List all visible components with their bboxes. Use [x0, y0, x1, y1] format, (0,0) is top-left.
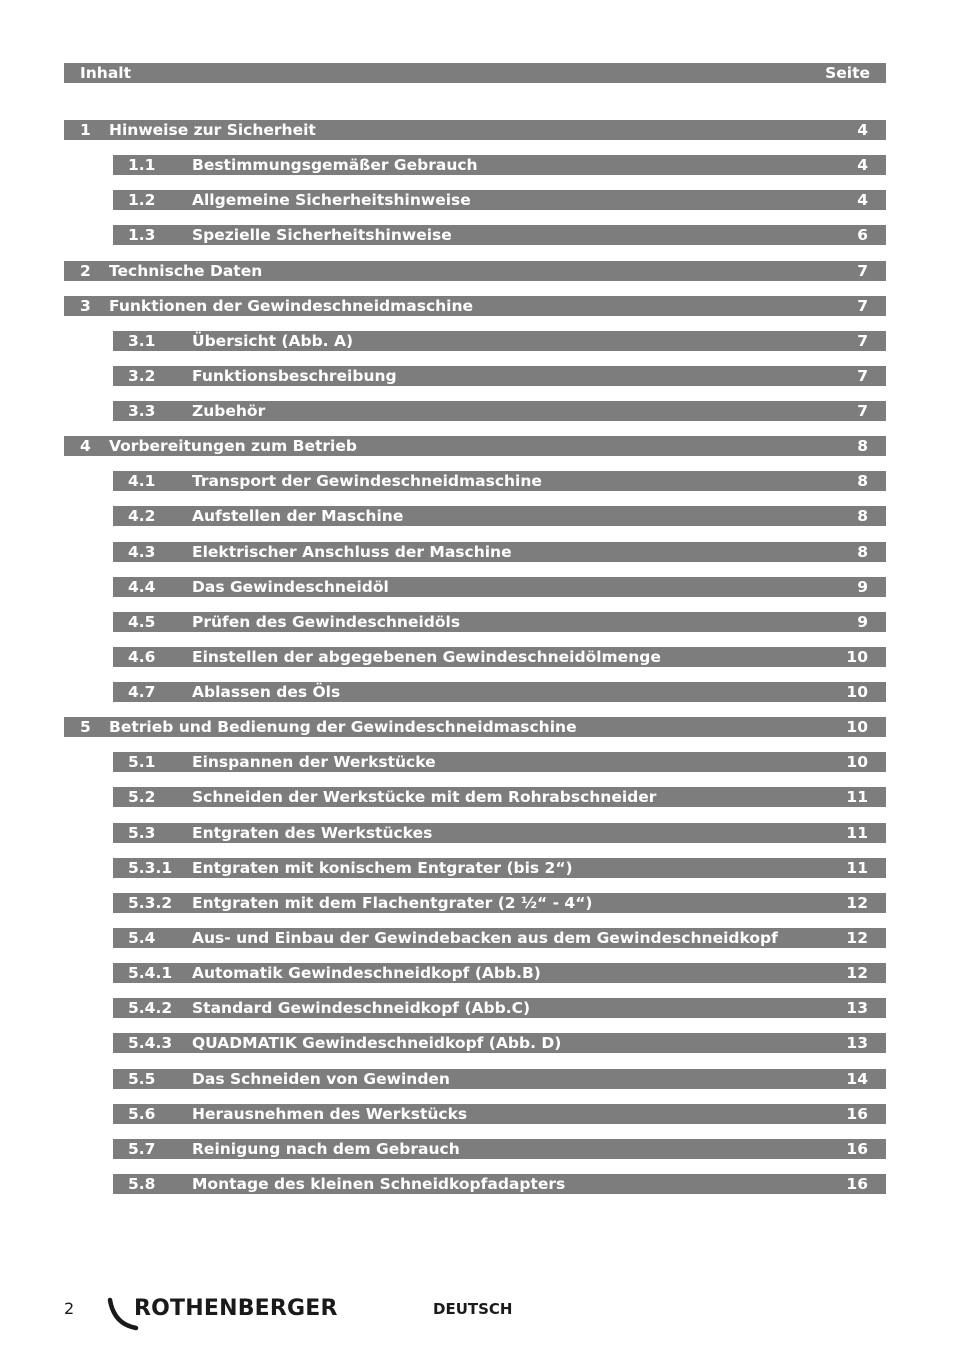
toc-entry-title: Vorbereitungen zum Betrieb: [109, 437, 357, 455]
toc-subsection[interactable]: [113, 858, 886, 878]
toc-section[interactable]: [64, 261, 886, 281]
toc-entry-title: Transport der Gewindeschneidmaschine: [192, 472, 542, 490]
toc-entry-page: 7: [857, 402, 868, 420]
toc-entry-number: 4.1: [128, 472, 156, 490]
toc-subsection[interactable]: [113, 682, 886, 702]
toc-entry-number: 4.5: [128, 613, 156, 631]
toc-section[interactable]: [64, 296, 886, 316]
toc-section[interactable]: [64, 436, 886, 456]
toc-entry-number: 4.3: [128, 543, 156, 561]
toc-entry-page: 8: [857, 437, 868, 455]
toc-entry-number: 5.5: [128, 1070, 156, 1088]
toc-entry-title: Ablassen des Öls: [192, 683, 341, 701]
toc-entry-title: Allgemeine Sicherheitshinweise: [192, 191, 471, 209]
toc-entry-page: 13: [846, 999, 868, 1017]
toc-entry-page: 7: [857, 262, 868, 280]
toc-entry-page: 8: [857, 472, 868, 490]
toc-entry-page: 9: [857, 578, 868, 596]
toc-entry-page: 11: [846, 859, 868, 877]
toc-subsection[interactable]: [113, 998, 886, 1018]
toc-entry-page: 4: [857, 191, 868, 209]
toc-entry-page: 4: [857, 156, 868, 174]
toc-entry-number: 5.8: [128, 1175, 156, 1193]
toc-entry-title: Das Gewindeschneidöl: [192, 578, 389, 596]
toc-entry-number: 5.3.1: [128, 859, 173, 877]
toc-entry-title: Entgraten mit dem Flachentgrater (2 ½“ - 4“): [192, 894, 593, 912]
toc-entry-title: Einspannen der Werkstücke: [192, 753, 436, 771]
toc-section[interactable]: [64, 717, 886, 737]
toc-entry-page: 8: [857, 543, 868, 561]
toc-entry-number: 5.6: [128, 1105, 156, 1123]
toc-subsection[interactable]: [113, 928, 886, 948]
toc-entry-title: Entgraten mit konischem Entgrater (bis 2“): [192, 859, 573, 877]
toc-subsection[interactable]: [113, 612, 886, 632]
toc-subsection[interactable]: [113, 471, 886, 491]
brand-logo: [106, 1294, 346, 1330]
toc-header-page: Seite: [825, 64, 870, 82]
toc-entry-page: 4: [857, 121, 868, 139]
toc-entry-page: 14: [846, 1070, 868, 1088]
toc-entry-title: Zubehör: [192, 402, 266, 420]
toc-subsection[interactable]: [113, 506, 886, 526]
toc-subsection[interactable]: [113, 787, 886, 807]
toc-entry-number: 4.6: [128, 648, 156, 666]
toc-entry-title: Spezielle Sicherheitshinweise: [192, 226, 452, 244]
toc-entry-title: Technische Daten: [109, 262, 263, 280]
toc-entry-title: Einstellen der abgegebenen Gewindeschneidölmenge: [192, 648, 661, 666]
toc-entry-title: Aufstellen der Maschine: [192, 507, 404, 525]
toc-subsection[interactable]: [113, 1033, 886, 1053]
toc-entry-number: 3.3: [128, 402, 156, 420]
toc-entry-title: Hinweise zur Sicherheit: [109, 121, 316, 139]
toc-entry-number: 5.2: [128, 788, 156, 806]
toc-subsection[interactable]: [113, 1104, 886, 1124]
toc-entry-page: 7: [857, 297, 868, 315]
toc-entry-page: 11: [846, 788, 868, 806]
toc-subsection[interactable]: [113, 1174, 886, 1194]
toc-entry-title: Funktionen der Gewindeschneidmaschine: [109, 297, 474, 315]
toc-entry-title: Montage des kleinen Schneidkopfadapters: [192, 1175, 566, 1193]
toc-entry-number: 1.3: [128, 226, 156, 244]
toc-entry-number: 1: [80, 121, 91, 139]
toc-entry-number: 5.4.1: [128, 964, 173, 982]
toc-subsection[interactable]: [113, 225, 886, 245]
toc-entry-title: Entgraten des Werkstückes: [192, 824, 433, 842]
toc-entry-number: 5.7: [128, 1140, 156, 1158]
toc-entry-page: 7: [857, 367, 868, 385]
toc-entry-page: 12: [846, 894, 868, 912]
toc-entry-page: 16: [846, 1140, 868, 1158]
toc-entry-page: 6: [857, 226, 868, 244]
toc-entry-title: Betrieb und Bedienung der Gewindeschneidmaschine: [109, 718, 577, 736]
toc-subsection[interactable]: [113, 647, 886, 667]
toc-entry-title: Prüfen des Gewindeschneidöls: [192, 613, 461, 631]
toc-entry-page: 12: [846, 964, 868, 982]
brand-name: ROTHENBERGER: [134, 1296, 338, 1321]
toc-subsection[interactable]: [113, 823, 886, 843]
toc-subsection[interactable]: [113, 366, 886, 386]
toc-header: [64, 63, 886, 83]
toc-entry-number: 3.2: [128, 367, 156, 385]
toc-entry-page: 16: [846, 1105, 868, 1123]
toc-section[interactable]: [64, 120, 886, 140]
toc-subsection[interactable]: [113, 190, 886, 210]
toc-entry-title: Herausnehmen des Werkstücks: [192, 1105, 468, 1123]
toc-entry-title: Schneiden der Werkstücke mit dem Rohrabschneider: [192, 788, 657, 806]
toc-entry-number: 4.4: [128, 578, 156, 596]
language-label: DEUTSCH: [433, 1300, 513, 1318]
toc-entry-page: 10: [846, 683, 868, 701]
toc-entry-page: 7: [857, 332, 868, 350]
toc-entry-number: 5.4: [128, 929, 156, 947]
toc-entry-title: Übersicht (Abb. A): [192, 332, 354, 350]
toc-subsection[interactable]: [113, 155, 886, 175]
toc-entry-number: 4: [80, 437, 91, 455]
toc-entry-number: 5.3: [128, 824, 156, 842]
toc-entry-number: 4.7: [128, 683, 156, 701]
toc-entry-number: 5.4.3: [128, 1034, 173, 1052]
page-number: 2: [64, 1299, 75, 1318]
toc-entry-number: 5.4.2: [128, 999, 173, 1017]
toc-entry-title: QUADMATIK Gewindeschneidkopf (Abb. D): [192, 1034, 562, 1052]
toc-entry-page: 10: [846, 648, 868, 666]
toc-subsection[interactable]: [113, 401, 886, 421]
toc-entry-title: Reinigung nach dem Gebrauch: [192, 1140, 460, 1158]
toc-entry-page: 16: [846, 1175, 868, 1193]
toc-entry-number: 4.2: [128, 507, 156, 525]
toc-entry-page: 10: [846, 718, 868, 736]
toc-subsection[interactable]: [113, 752, 886, 772]
toc-entry-title: Funktionsbeschreibung: [192, 367, 397, 385]
toc-entry-number: 5.1: [128, 753, 156, 771]
toc-entry-number: 3: [80, 297, 91, 315]
toc-entry-title: Automatik Gewindeschneidkopf (Abb.B): [192, 964, 541, 982]
toc-entry-title: Das Schneiden von Gewinden: [192, 1070, 450, 1088]
toc-entry-number: 3.1: [128, 332, 156, 350]
toc-entry-page: 9: [857, 613, 868, 631]
toc-subsection[interactable]: [113, 577, 886, 597]
toc-entry-number: 1.1: [128, 156, 156, 174]
toc-entry-title: Standard Gewindeschneidkopf (Abb.C): [192, 999, 531, 1017]
toc-entry-number: 2: [80, 262, 91, 280]
toc-subsection[interactable]: [113, 893, 886, 913]
toc-header-contents: Inhalt: [80, 64, 132, 82]
toc-entry-number: 5: [80, 718, 91, 736]
toc-subsection[interactable]: [113, 1069, 886, 1089]
toc-entry-number: 1.2: [128, 191, 156, 209]
toc-subsection[interactable]: [113, 542, 886, 562]
toc-subsection[interactable]: [113, 331, 886, 351]
toc-entry-title: Bestimmungsgemäßer Gebrauch: [192, 156, 478, 174]
toc-entry-page: 12: [846, 929, 868, 947]
toc-entry-page: 11: [846, 824, 868, 842]
toc-entry-page: 8: [857, 507, 868, 525]
toc-entry-title: Aus- und Einbau der Gewindebacken aus dem Gewindeschneidkopf: [192, 929, 778, 947]
toc-entry-page: 13: [846, 1034, 868, 1052]
toc-subsection[interactable]: [113, 1139, 886, 1159]
toc-entry-number: 5.3.2: [128, 894, 173, 912]
toc-entry-title: Elektrischer Anschluss der Maschine: [192, 543, 512, 561]
toc-entry-page: 10: [846, 753, 868, 771]
toc-subsection[interactable]: [113, 963, 886, 983]
